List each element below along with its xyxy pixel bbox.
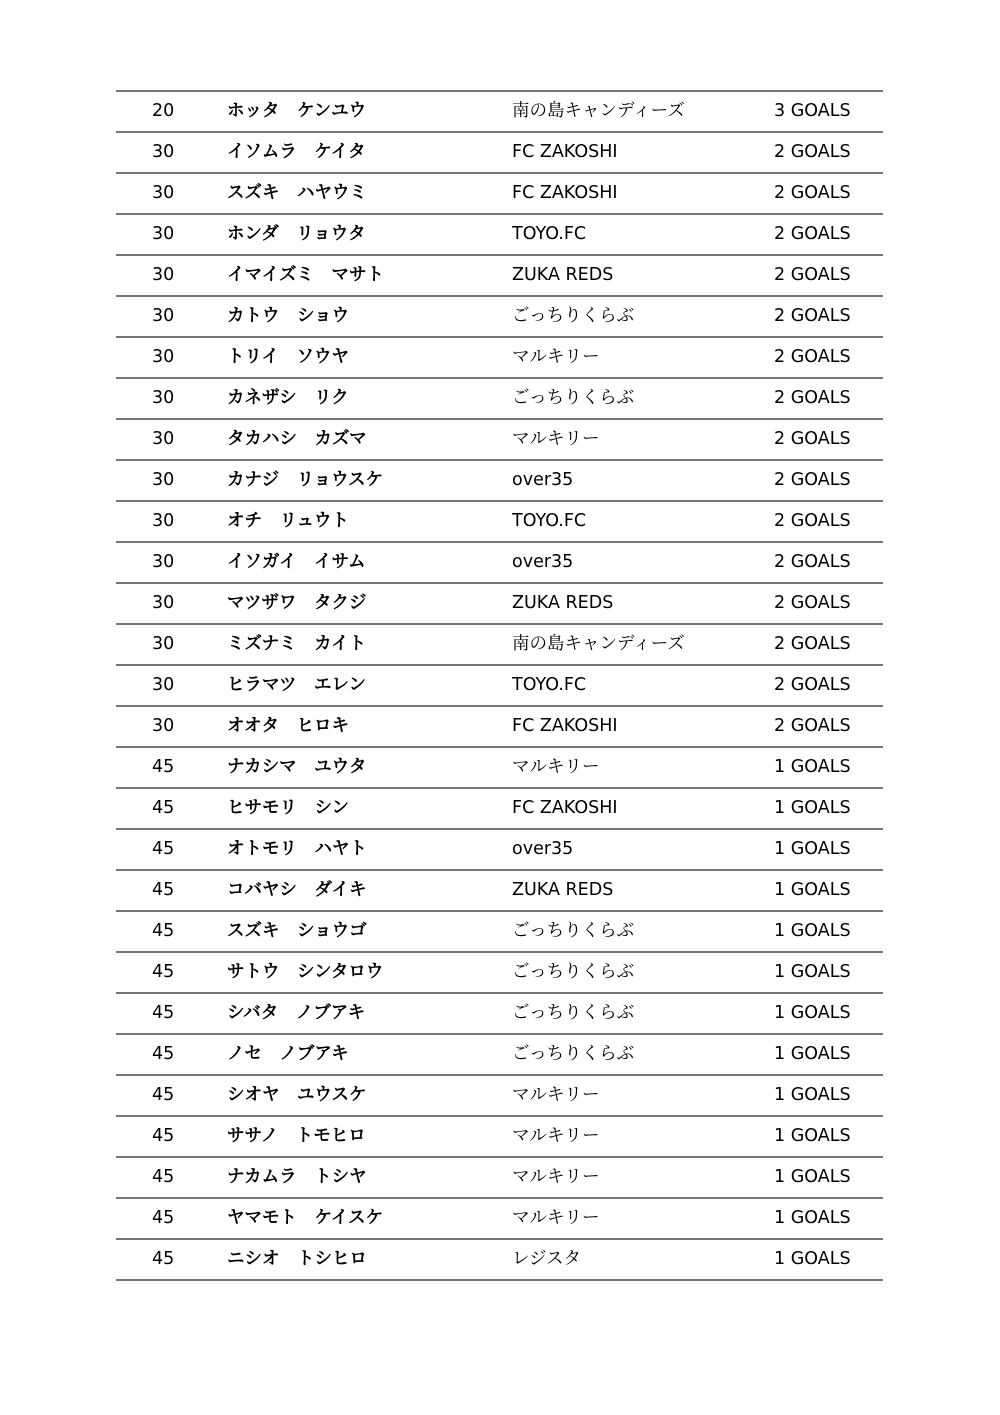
table-row	[116, 338, 883, 379]
player-name-cell: ニシオ トシヒロ	[227, 1249, 367, 1269]
player-name-cell: カトウ ショウ	[227, 306, 350, 326]
rank-cell: 45	[152, 1167, 175, 1187]
table-row	[116, 953, 883, 994]
rank-cell: 45	[152, 798, 175, 818]
goals-cell: 2 GOALS	[774, 306, 851, 326]
rank-cell: 30	[152, 388, 175, 408]
rank-cell: 45	[152, 880, 175, 900]
team-cell: マルキリー	[512, 757, 600, 777]
team-cell: TOYO.FC	[512, 511, 587, 531]
rank-cell: 45	[152, 1003, 175, 1023]
team-cell: 南の島キャンディーズ	[512, 101, 685, 121]
rank-cell: 30	[152, 716, 175, 736]
rank-cell: 30	[152, 429, 175, 449]
team-cell: マルキリー	[512, 347, 600, 367]
player-name-cell: ミズナミ カイト	[227, 634, 367, 654]
goals-cell: 2 GOALS	[774, 552, 851, 572]
goals-cell: 2 GOALS	[774, 265, 851, 285]
table-row	[116, 543, 883, 584]
player-name-cell: ヒラマツ エレン	[227, 675, 367, 695]
player-name-cell: ヤマモト ケイスケ	[227, 1208, 384, 1228]
player-name-cell: サトウ シンタロウ	[227, 962, 384, 982]
goals-cell: 2 GOALS	[774, 183, 851, 203]
player-name-cell: ノセ ノブアキ	[227, 1044, 349, 1064]
rank-cell: 30	[152, 634, 175, 654]
table-row	[116, 420, 883, 461]
team-cell: マルキリー	[512, 1208, 600, 1228]
goals-cell: 1 GOALS	[774, 1126, 851, 1146]
rank-cell: 30	[152, 675, 175, 695]
goals-cell: 1 GOALS	[774, 798, 851, 818]
table-row	[116, 461, 883, 502]
rank-cell: 45	[152, 1126, 175, 1146]
rank-cell: 45	[152, 839, 175, 859]
table-row	[116, 748, 883, 789]
goals-cell: 1 GOALS	[774, 1003, 851, 1023]
team-cell: マルキリー	[512, 1167, 600, 1187]
team-cell: ごっちりくらぶ	[512, 306, 635, 326]
team-cell: over35	[512, 839, 574, 859]
team-cell: FC ZAKOSHI	[512, 798, 618, 818]
player-name-cell: ホンダ リョウタ	[227, 224, 366, 244]
table-row	[116, 1158, 883, 1199]
goals-cell: 2 GOALS	[774, 470, 851, 490]
rank-cell: 30	[152, 183, 175, 203]
goals-cell: 2 GOALS	[774, 634, 851, 654]
goals-cell: 1 GOALS	[774, 962, 851, 982]
player-name-cell: オトモリ ハヤト	[227, 839, 367, 859]
player-name-cell: コバヤシ ダイキ	[227, 880, 367, 900]
rank-cell: 45	[152, 921, 175, 941]
player-name-cell: スズキ ハヤウミ	[227, 183, 367, 203]
rank-cell: 30	[152, 265, 175, 285]
rank-cell: 30	[152, 347, 175, 367]
goals-cell: 1 GOALS	[774, 757, 851, 777]
rank-cell: 45	[152, 1085, 175, 1105]
table-row	[116, 1076, 883, 1117]
table-row	[116, 666, 883, 707]
table-row	[116, 1199, 883, 1240]
goals-cell: 1 GOALS	[774, 1085, 851, 1105]
table-row	[116, 256, 883, 297]
goals-cell: 1 GOALS	[774, 921, 851, 941]
rank-cell: 30	[152, 306, 175, 326]
player-name-cell: オオタ ヒロキ	[227, 716, 349, 736]
goals-cell: 2 GOALS	[774, 142, 851, 162]
goals-cell: 2 GOALS	[774, 429, 851, 449]
rank-cell: 30	[152, 552, 175, 572]
team-cell: ZUKA REDS	[512, 265, 614, 285]
rank-cell: 45	[152, 962, 175, 982]
goals-cell: 2 GOALS	[774, 675, 851, 695]
player-name-cell: シオヤ ユウスケ	[227, 1085, 367, 1105]
team-cell: マルキリー	[512, 429, 600, 449]
player-name-cell: カナジ リョウスケ	[227, 470, 384, 490]
team-cell: ごっちりくらぶ	[512, 962, 635, 982]
goals-cell: 2 GOALS	[774, 511, 851, 531]
goals-cell: 1 GOALS	[774, 839, 851, 859]
player-name-cell: オチ リュウト	[227, 511, 349, 531]
team-cell: over35	[512, 470, 574, 490]
table-row	[116, 92, 883, 133]
goals-cell: 2 GOALS	[774, 224, 851, 244]
goals-cell: 2 GOALS	[774, 388, 851, 408]
rank-cell: 45	[152, 757, 175, 777]
team-cell: ZUKA REDS	[512, 593, 614, 613]
team-cell: マルキリー	[512, 1126, 600, 1146]
table-row	[116, 502, 883, 543]
player-name-cell: ホッタ ケンユウ	[227, 101, 367, 121]
table-row	[116, 174, 883, 215]
team-cell: ZUKA REDS	[512, 880, 614, 900]
goals-cell: 1 GOALS	[774, 1167, 851, 1187]
table-row	[116, 789, 883, 830]
table-row	[116, 1117, 883, 1158]
team-cell: TOYO.FC	[512, 675, 587, 695]
table-row	[116, 707, 883, 748]
rank-cell: 30	[152, 142, 175, 162]
player-name-cell: ナカムラ トシヤ	[227, 1167, 367, 1187]
player-name-cell: イソムラ ケイタ	[227, 142, 366, 162]
player-name-cell: スズキ ショウゴ	[227, 921, 367, 941]
team-cell: ごっちりくらぶ	[512, 1044, 635, 1064]
table-row	[116, 830, 883, 871]
goals-cell: 1 GOALS	[774, 1249, 851, 1269]
goals-cell: 1 GOALS	[774, 1208, 851, 1228]
goals-cell: 2 GOALS	[774, 347, 851, 367]
table-row	[116, 584, 883, 625]
team-cell: FC ZAKOSHI	[512, 142, 618, 162]
player-name-cell: シバタ ノブアキ	[227, 1003, 366, 1023]
player-name-cell: ナカシマ ユウタ	[227, 757, 367, 777]
goals-cell: 3 GOALS	[774, 101, 851, 121]
goals-cell: 2 GOALS	[774, 593, 851, 613]
rank-cell: 30	[152, 224, 175, 244]
player-name-cell: ヒサモリ シン	[227, 798, 350, 818]
table-row	[116, 871, 883, 912]
player-name-cell: トリイ ソウヤ	[227, 347, 349, 367]
table-row	[116, 994, 883, 1035]
team-cell: レジスタ	[512, 1249, 582, 1269]
player-name-cell: カネザシ リク	[227, 388, 349, 408]
player-name-cell: ササノ トモヒロ	[227, 1126, 366, 1146]
rank-cell: 45	[152, 1208, 175, 1228]
table-row	[116, 379, 883, 420]
team-cell: TOYO.FC	[512, 224, 587, 244]
player-name-cell: タカハシ カズマ	[227, 429, 367, 449]
table-row	[116, 215, 883, 256]
rank-cell: 30	[152, 470, 175, 490]
rank-cell: 20	[152, 101, 175, 121]
team-cell: FC ZAKOSHI	[512, 716, 618, 736]
team-cell: over35	[512, 552, 574, 572]
table-row	[116, 912, 883, 953]
rank-cell: 45	[152, 1044, 175, 1064]
team-cell: FC ZAKOSHI	[512, 183, 618, 203]
player-name-cell: イソガイ イサム	[227, 552, 366, 572]
goals-cell: 1 GOALS	[774, 880, 851, 900]
rank-cell: 45	[152, 1249, 175, 1269]
table-row	[116, 297, 883, 338]
team-cell: ごっちりくらぶ	[512, 388, 635, 408]
team-cell: ごっちりくらぶ	[512, 1003, 635, 1023]
player-name-cell: イマイズミ マサト	[227, 265, 384, 285]
player-name-cell: マツザワ タクジ	[227, 593, 367, 613]
table-row	[116, 1240, 883, 1281]
team-cell: 南の島キャンディーズ	[512, 634, 685, 654]
scorer-table	[116, 90, 883, 1281]
table-row	[116, 133, 883, 174]
rank-cell: 30	[152, 593, 175, 613]
goals-cell: 1 GOALS	[774, 1044, 851, 1064]
team-cell: マルキリー	[512, 1085, 600, 1105]
table-row	[116, 625, 883, 666]
goals-cell: 2 GOALS	[774, 716, 851, 736]
team-cell: ごっちりくらぶ	[512, 921, 635, 941]
rank-cell: 30	[152, 511, 175, 531]
table-row	[116, 1035, 883, 1076]
